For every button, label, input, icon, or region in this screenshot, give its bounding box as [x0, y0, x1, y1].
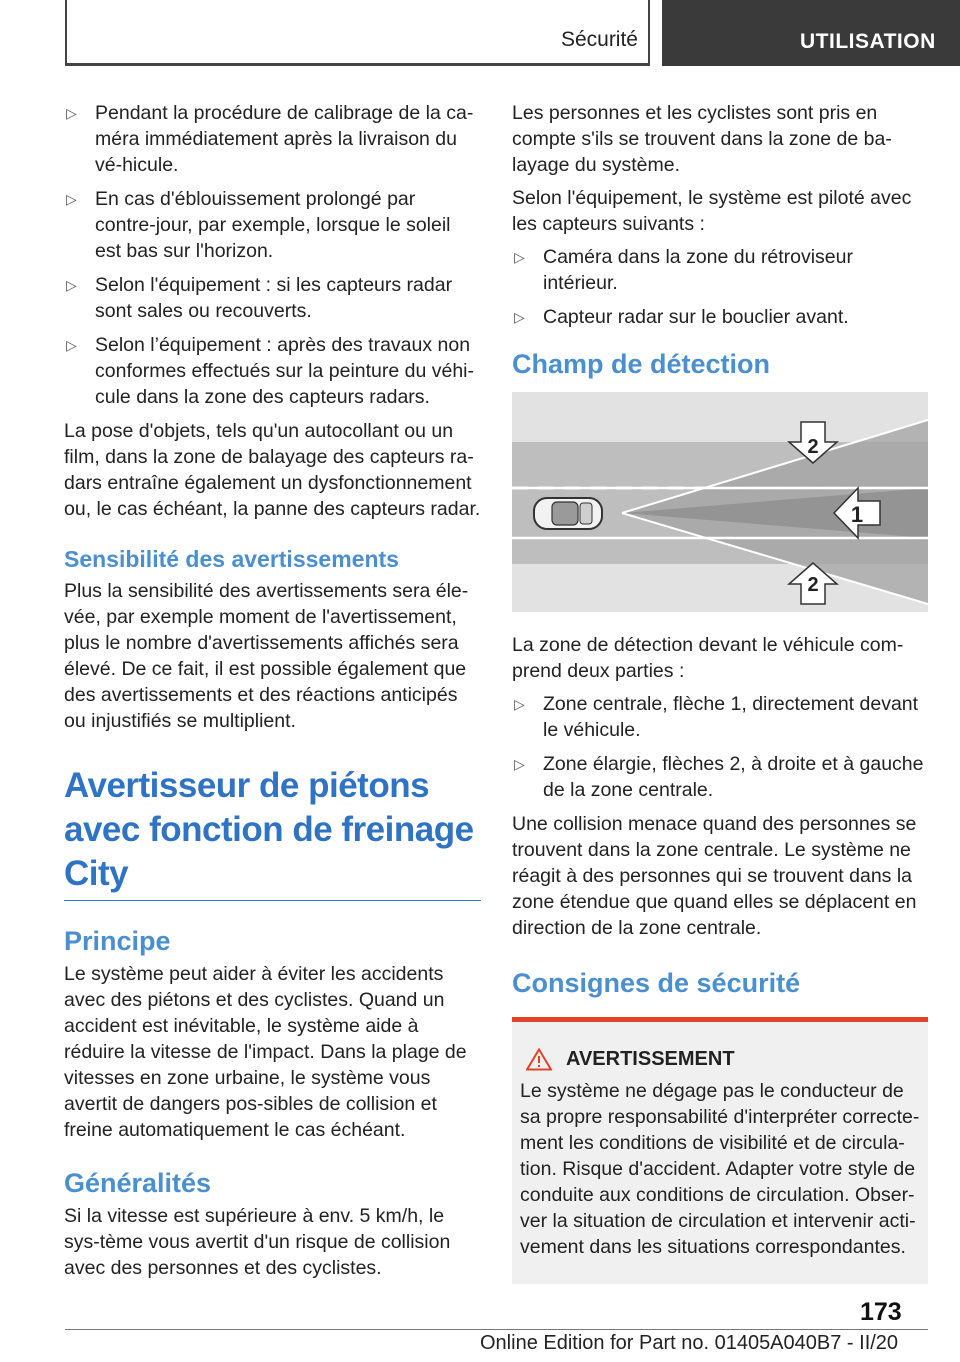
list-item: ▷ Selon l’équipement : après des travaux non conformes effectués sur la peinture du véhi-cule dans la zone des capteurs radars.: [66, 334, 475, 408]
car-icon: [534, 498, 602, 529]
left-column: [64, 100, 481, 1288]
objects-paragraph: La pose d'objets, tels qu'un autocollant ou un film, dans la zone de balayage des capteurs ra-dars entraîne également un dysfonctionnement ou, le cas échéant, la panne des capteurs radar.: [64, 420, 481, 520]
arrow-label-center: 1: [850, 502, 864, 527]
detection-field-diagram: [512, 392, 928, 612]
chapter-title: Avertisseur de piétons avec fonction de freinage City: [64, 764, 481, 901]
list-item: ▷ Zone centrale, flèche 1, directement devant le véhicule.: [514, 693, 919, 741]
header-rule-bottom: [65, 63, 650, 66]
warning-box: [512, 1017, 928, 1284]
collision-paragraph: Une collision menace quand des personnes se trouvent dans la zone centrale. Le système ne réagit à des personnes qui se trouvent dans la zone étendue que quand elles se déplacent en direction de la zone centrale.: [512, 813, 917, 939]
bullet-triangle-icon: ▷: [66, 105, 77, 121]
list-item: ▷ Selon l'équipement : si les capteurs radar sont sales ou recouverts.: [66, 274, 453, 322]
page-number: 173: [860, 1298, 902, 1326]
sensitivity-paragraph: Plus la sensibilité des avertissements sera éle-vée, par exemple moment de l'avertissement, plus le nombre d'avertissements affichés sera élevé. De ce fait, il est possible également que des avertissements et des réactions anticipés ou injustifiés se multiplient.: [64, 580, 469, 732]
warning-title: AVERTISSEMENT: [566, 1048, 735, 1070]
list-item: ▷ Caméra dans la zone du rétroviseur intérieur.: [514, 246, 853, 294]
sensitivity-heading: Sensibilité des avertissements: [64, 546, 399, 572]
list-item: ▷ Zone élargie, flèches 2, à droite et à gauche de la zone centrale.: [514, 753, 924, 801]
principle-paragraph: Le système peut aider à éviter les accidents avec des piétons et des cyclistes. Quand un accident est inévitable, le système aide à réduire la vitesse de l'impact. Dans la plage de vitesses en zone urbaine, le système vous avertit de dangers pos-sibles de collision et freine automatiquement le cas échéant.: [64, 963, 467, 1141]
list-item: ▷ En cas d'éblouissement prolongé par contre-jour, par exemple, lorsque le soleil est bas sur l'horizon.: [66, 188, 451, 262]
calibration-conditions-list: [64, 100, 481, 410]
detection-intro-paragraph: La zone de détection devant le véhicule com-prend deux parties :: [512, 634, 904, 682]
bullet-triangle-icon: ▷: [66, 277, 77, 293]
bullet-triangle-icon: ▷: [514, 696, 525, 712]
warning-title-row: [526, 1046, 920, 1072]
sensor-list: [512, 244, 928, 330]
warning-triangle-icon: [526, 1048, 552, 1071]
chapter-tab: UTILISATION: [662, 0, 960, 66]
list-item: ▷ Pendant la procédure de calibrage de la ca-méra immédiatement après la livraison du vé-hicule.: [66, 102, 474, 176]
header-rule-left: [65, 0, 67, 66]
section-title: Sécurité: [560, 28, 638, 51]
equipment-paragraph: Selon l'équipement, le système est piloté avec les capteurs suivants :: [512, 187, 912, 235]
header-rule-divider: [648, 0, 650, 66]
footer-rule: [65, 1329, 928, 1330]
right-column: [512, 100, 928, 1284]
footer-edition: Online Edition for Part no. 01405A040B7 - II/20: [480, 1332, 899, 1354]
zone-list: [512, 691, 928, 803]
arrow-label-bottom: 2: [807, 574, 819, 596]
principle-heading: Principe: [64, 926, 171, 956]
list-item: ▷ Capteur radar sur le bouclier avant.: [514, 306, 849, 328]
arrow-label-top: 2: [807, 436, 819, 458]
bullet-triangle-icon: ▷: [514, 249, 525, 265]
bullet-triangle-icon: ▷: [514, 756, 525, 772]
detection-heading: Champ de détection: [512, 349, 771, 379]
general-heading: Généralités: [64, 1168, 212, 1198]
bullet-triangle-icon: ▷: [514, 309, 525, 325]
general-paragraph: Si la vitesse est supérieure à env. 5 km/h, le sys-tème vous avertit d'un risque de collision avec des personnes et des cyclistes.: [64, 1205, 451, 1279]
bullet-triangle-icon: ▷: [66, 191, 77, 207]
safety-heading: Consignes de sécurité: [512, 968, 801, 998]
persons-paragraph: Les personnes et les cyclistes sont pris en compte s'ils se trouvent dans la zone de ba-layage du système.: [512, 102, 892, 176]
bullet-triangle-icon: ▷: [66, 337, 77, 353]
warning-text: Le système ne dégage pas le conducteur de sa propre responsabilité d'interpréter correcte-ment les conditions de visibilité et de circula-tion. Risque d'accident. Adapter votre style de conduite aux conditions de circulation. Obser-ver la situation de circulation et intervenir acti-vement dans les situations correspondantes.: [520, 1080, 920, 1258]
